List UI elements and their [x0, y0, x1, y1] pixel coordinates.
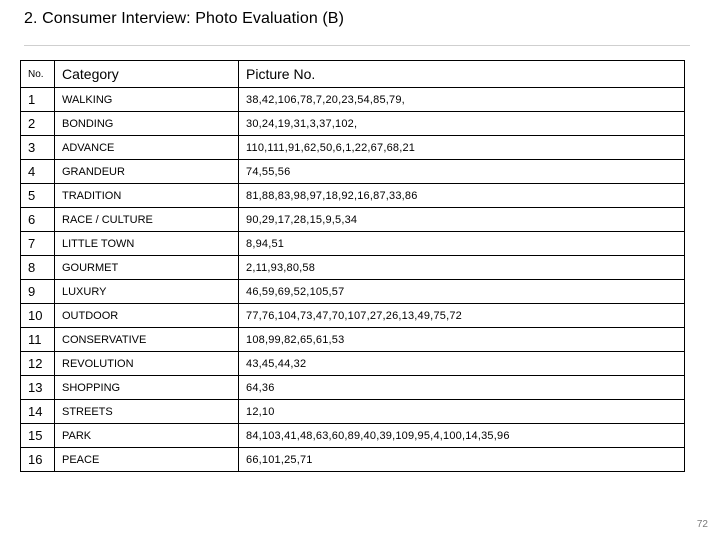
row-pictures: 90,29,17,28,15,9,5,34: [239, 208, 685, 232]
row-number: 6: [21, 208, 55, 232]
table-row: [21, 136, 685, 160]
row-pictures: 74,55,56: [239, 160, 685, 184]
table-body: [21, 88, 685, 472]
row-category: REVOLUTION: [55, 352, 239, 376]
row-category: PEACE: [55, 448, 239, 472]
row-number: 2: [21, 112, 55, 136]
table-row: [21, 328, 685, 352]
row-number: 9: [21, 280, 55, 304]
row-number: 7: [21, 232, 55, 256]
row-number: 13: [21, 376, 55, 400]
row-pictures: 8,94,51: [239, 232, 685, 256]
table-row: [21, 376, 685, 400]
table-row: [21, 112, 685, 136]
header-category: Category: [55, 61, 239, 88]
row-category: RACE / CULTURE: [55, 208, 239, 232]
row-pictures: 46,59,69,52,105,57: [239, 280, 685, 304]
row-category: GRANDEUR: [55, 160, 239, 184]
row-category: PARK: [55, 424, 239, 448]
title-divider: [24, 45, 690, 46]
row-pictures: 84,103,41,48,63,60,89,40,39,109,95,4,100,14,35,96: [239, 424, 685, 448]
table-row: [21, 304, 685, 328]
table-header-row: [21, 61, 685, 88]
row-pictures: 110,111,91,62,50,6,1,22,67,68,21: [239, 136, 685, 160]
row-number: 5: [21, 184, 55, 208]
table-row: [21, 256, 685, 280]
table-row: [21, 208, 685, 232]
slide-title: 2. Consumer Interview: Photo Evaluation (B): [24, 10, 345, 27]
table-row: [21, 88, 685, 112]
row-category: TRADITION: [55, 184, 239, 208]
row-pictures: 66,101,25,71: [239, 448, 685, 472]
row-category: GOURMET: [55, 256, 239, 280]
row-category: LUXURY: [55, 280, 239, 304]
row-pictures: 108,99,82,65,61,53: [239, 328, 685, 352]
table-row: [21, 232, 685, 256]
row-number: 15: [21, 424, 55, 448]
table-row: [21, 352, 685, 376]
row-number: 1: [21, 88, 55, 112]
row-category: CONSERVATIVE: [55, 328, 239, 352]
row-pictures: 77,76,104,73,47,70,107,27,26,13,49,75,72: [239, 304, 685, 328]
row-pictures: 43,45,44,32: [239, 352, 685, 376]
table-row: [21, 424, 685, 448]
row-category: SHOPPING: [55, 376, 239, 400]
row-number: 16: [21, 448, 55, 472]
row-pictures: 2,11,93,80,58: [239, 256, 685, 280]
row-pictures: 12,10: [239, 400, 685, 424]
page-number: 72: [696, 519, 708, 530]
row-number: 3: [21, 136, 55, 160]
row-number: 14: [21, 400, 55, 424]
table-row: [21, 160, 685, 184]
table-row: [21, 448, 685, 472]
row-number: 8: [21, 256, 55, 280]
row-pictures: 38,42,106,78,7,20,23,54,85,79,: [239, 88, 685, 112]
header-no: No.: [21, 61, 55, 88]
row-pictures: 64,36: [239, 376, 685, 400]
table-row: [21, 400, 685, 424]
row-number: 12: [21, 352, 55, 376]
row-number: 4: [21, 160, 55, 184]
header-picture-no: Picture No.: [239, 61, 685, 88]
row-number: 10: [21, 304, 55, 328]
row-category: LITTLE TOWN: [55, 232, 239, 256]
photo-evaluation-table: [20, 60, 685, 472]
row-category: STREETS: [55, 400, 239, 424]
row-category: OUTDOOR: [55, 304, 239, 328]
row-number: 11: [21, 328, 55, 352]
table-row: [21, 184, 685, 208]
row-category: WALKING: [55, 88, 239, 112]
row-pictures: 81,88,83,98,97,18,92,16,87,33,86: [239, 184, 685, 208]
row-category: ADVANCE: [55, 136, 239, 160]
row-pictures: 30,24,19,31,3,37,102,: [239, 112, 685, 136]
row-category: BONDING: [55, 112, 239, 136]
table-row: [21, 280, 685, 304]
